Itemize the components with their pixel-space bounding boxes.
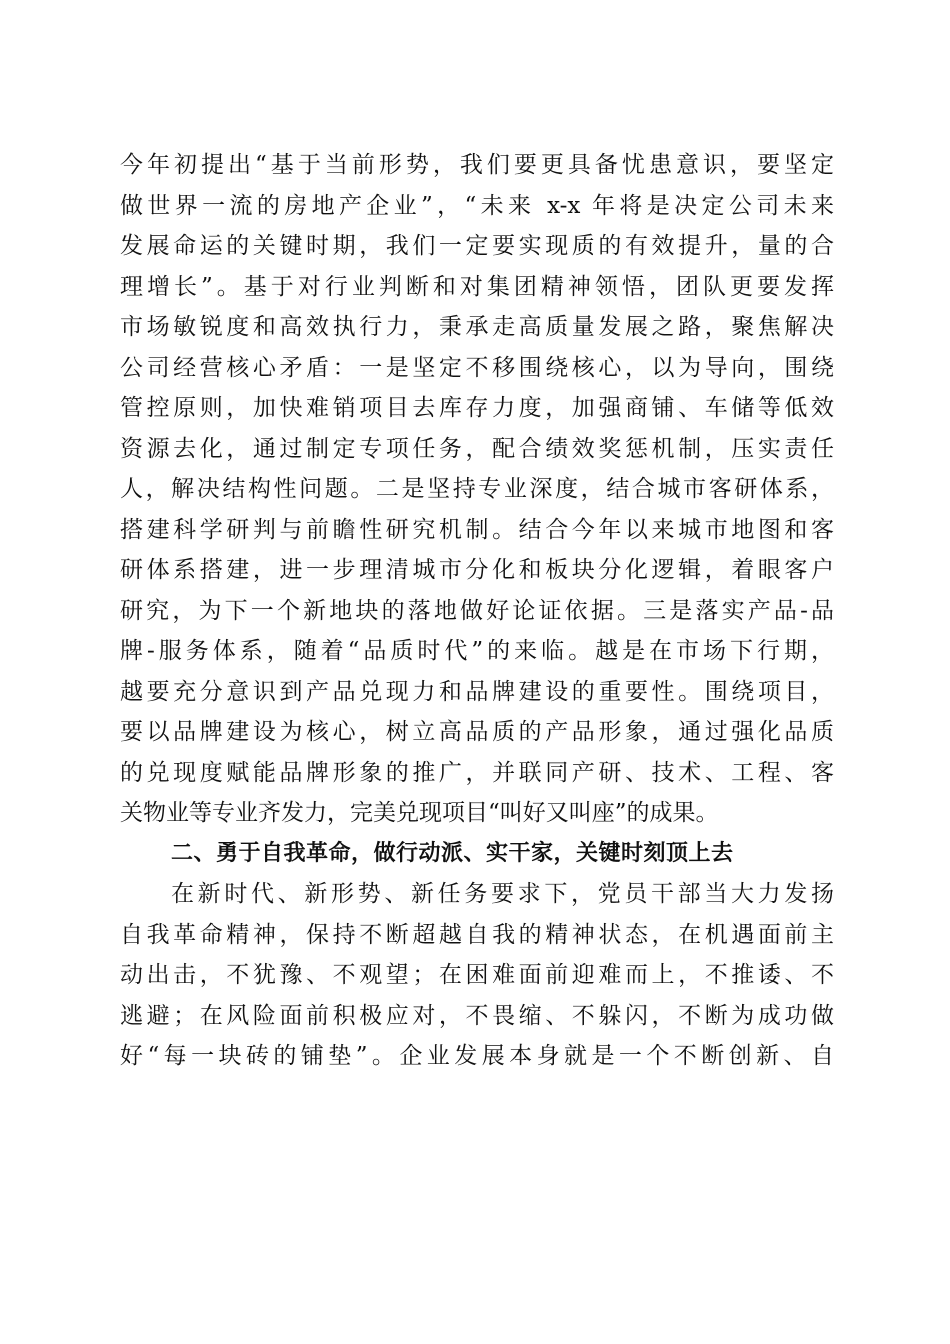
text-line: 研体系搭建，进一步理清城市分化和板块分化逻辑，着眼客户 (120, 557, 834, 583)
paragraph-2 (120, 874, 834, 1077)
text-line: 关物业等专业齐发力，完美兑现项目“叫好又叫座”的成果。 (120, 800, 719, 826)
text-line: 自我革命精神，保持不断超越自我的精神状态，在机遇面前主 (120, 921, 834, 948)
text-line: 市场敏锐度和高效执行力，秉承走高质量发展之路，聚焦解决 (120, 314, 834, 340)
text-line: 今年初提出“基于当前形势，我们要更具备忧患意识，要坚定 (120, 152, 834, 178)
section-heading: 二、勇于自我革命，做行动派、实干家，关键时刻顶上去 (171, 840, 734, 866)
text-line: 研究，为下一个新地块的落地做好论证依据。三是落实产品-品 (120, 597, 834, 624)
text-line: 要以品牌建设为核心，树立高品质的产品形象，通过强化品质 (120, 719, 834, 745)
text-line: 牌-服务体系，随着“品质时代”的来临。越是在市场下行期， (120, 638, 834, 664)
text-line: 逃避；在风险面前积极应对，不畏缩、不躲闪，不断为成功做 (120, 1002, 834, 1029)
paragraph-1 (120, 145, 834, 834)
text-line: 搭建科学研判与前瞻性研究机制。结合今年以来城市地图和客 (120, 516, 834, 543)
text-line: 资源去化，通过制定专项任务，配合绩效奖惩机制，压实责任 (120, 435, 834, 462)
text-line: 做世界一流的房地产企业”，“未来 x-x 年将是决定公司未来 (120, 192, 834, 219)
body-text (120, 145, 834, 1077)
text-line: 人，解决结构性问题。二是坚持专业深度，结合城市客研体系， (120, 476, 834, 502)
text-line: 理增长”。基于对行业判断和对集团精神领悟，团队更要发挥 (120, 273, 834, 300)
text-line: 动出击，不犹豫、不观望；在困难面前迎难而上，不推诿、不 (120, 962, 834, 988)
text-line: 越要充分意识到产品兑现力和品牌建设的重要性。围绕项目， (120, 678, 834, 705)
text-line: 的兑现度赋能品牌形象的推广，并联同产研、技术、工程、客 (120, 759, 834, 786)
text-line: 管控原则，加快难销项目去库存力度，加强商铺、车储等低效 (120, 395, 834, 421)
text-line: 在新时代、新形势、新任务要求下，党员干部当大力发扬 (171, 881, 834, 907)
text-line: 好“每一块砖的铺垫”。企业发展本身就是一个不断创新、自 (120, 1043, 834, 1069)
text-line: 发展命运的关键时期，我们一定要实现质的有效提升，量的合 (120, 233, 834, 259)
text-line: 公司经营核心矛盾：一是坚定不移围绕核心，以为导向，围绕 (120, 354, 834, 381)
